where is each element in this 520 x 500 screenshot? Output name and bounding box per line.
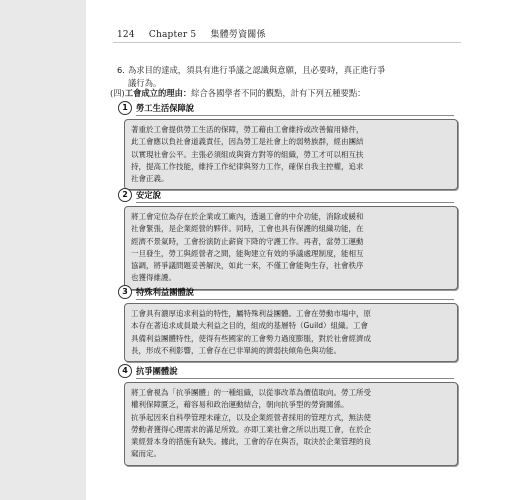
section-title-rule	[136, 299, 454, 300]
section-title: 特殊利益團體說	[136, 287, 195, 297]
text-line: 業經營本身的措施有缺失。據此，工會的存在與否，取決於企業管理的良	[131, 437, 371, 447]
text-line: 抗爭起因來自科學管理未確立，以及企業經營者採用的管理方式，無法使	[131, 412, 371, 422]
section-text-box	[124, 303, 458, 362]
text-line: 也獲得維護。	[131, 273, 176, 283]
text-line: 著重於工會提供勞工生活的保障，勞工藉由工會維持或改善僱用條件，	[131, 125, 364, 134]
section-title: 安定說	[136, 190, 161, 200]
item-6-paragraph	[117, 64, 459, 89]
text-line: 此工會應以負社會道義責任，因為勞工是社會上的弱勢族群，經由團結	[131, 137, 364, 147]
item-6-number: 6.	[117, 65, 125, 75]
item-6-line-2: 議行為。	[128, 77, 162, 88]
section-text-box	[124, 382, 458, 466]
section-number-badge: 2	[118, 188, 132, 202]
section-text-box	[124, 119, 458, 190]
text-line: 協調，將爭議問題妥善解決，如此一來，不僅工會能夠生存，社會秩序	[131, 261, 364, 271]
section-title: 抗爭團體說	[136, 366, 178, 376]
item-4-prefix: (四)	[110, 88, 125, 98]
section-title-rule	[136, 378, 454, 379]
section-title-rule	[136, 202, 454, 203]
item-6-line-1: 為求目的達成，須具有進行爭議之認識與意願，且必要時，真正進行爭	[128, 65, 386, 75]
page-header	[117, 27, 266, 40]
text-line: 將工會視為「抗爭團體」的一種組織，以從事改革為價值取向。勞工所受	[131, 388, 371, 397]
page-sidebar	[0, 0, 86, 500]
text-line: 長，形成不利影響，工會存在已非單純的濟弱扶傾角色與功能。	[131, 345, 341, 355]
text-line: 一旦發生，勞工與經營者之間，能夠建立有效的爭議處理制度，能相互	[131, 248, 364, 258]
text-line: 社會正義。	[131, 174, 169, 184]
text-line: 具備利益團體特性，使得有些國家的工會勢力過度膨脹，對於社會經濟成	[131, 333, 371, 343]
text-line: 社會緊張，是企業經營的夥伴。同時，工會也具有保護的組織功能，在	[131, 224, 364, 234]
page-number: 124	[117, 30, 135, 40]
chapter-title: 集體勞資關係	[210, 30, 266, 40]
chapter-label: Chapter 5	[148, 30, 197, 40]
text-line: 本存在著追求成員最大利益之目的，組成的基層特（Guild）組織。工會	[131, 321, 368, 331]
section-number-badge: 4	[118, 364, 132, 378]
section-title-rule	[136, 115, 454, 116]
section-number-badge: 3	[118, 285, 132, 299]
text-line: 勞動者獲得心理需求的滿足所致。亦即工業社會之所以出現工會，在於企	[131, 424, 371, 434]
section-title: 勞工生活保障說	[136, 103, 195, 113]
text-line: 持，提高工作技能，維持工作紀律與努力工作，確保自我主控權，追求	[131, 161, 364, 171]
text-line: 窳而定。	[131, 449, 161, 459]
text-line: 權利保障匱乏，藉容易和政治運動結合，朝向抗爭型的勞資關係。	[131, 400, 349, 410]
item-4-paragraph	[110, 87, 460, 100]
text-line: 經濟不景氣時，工會扮演防止薪資下降的守護工作。再者，當勞工運動	[131, 236, 364, 246]
section-text-box	[124, 206, 458, 290]
header-rule	[113, 42, 461, 43]
item-4-heading: 工會成立的理由：	[124, 88, 192, 98]
text-line: 工會具有濃厚追求利益的特性，屬特殊利益團體。工會在勞動市場中，原	[131, 309, 371, 318]
section-number-badge: 1	[118, 101, 132, 115]
item-4-text: 綜合各國學者不同的觀點，計有下列五種要點：	[191, 88, 366, 98]
text-line: 將工會定位為存在於企業或工廠內，透過工會的中介功能，消除或緩和	[131, 212, 364, 221]
text-line: 以實現社會公平。主張必須組成與資方對等的組織，勞工才可以相互扶	[131, 149, 364, 159]
